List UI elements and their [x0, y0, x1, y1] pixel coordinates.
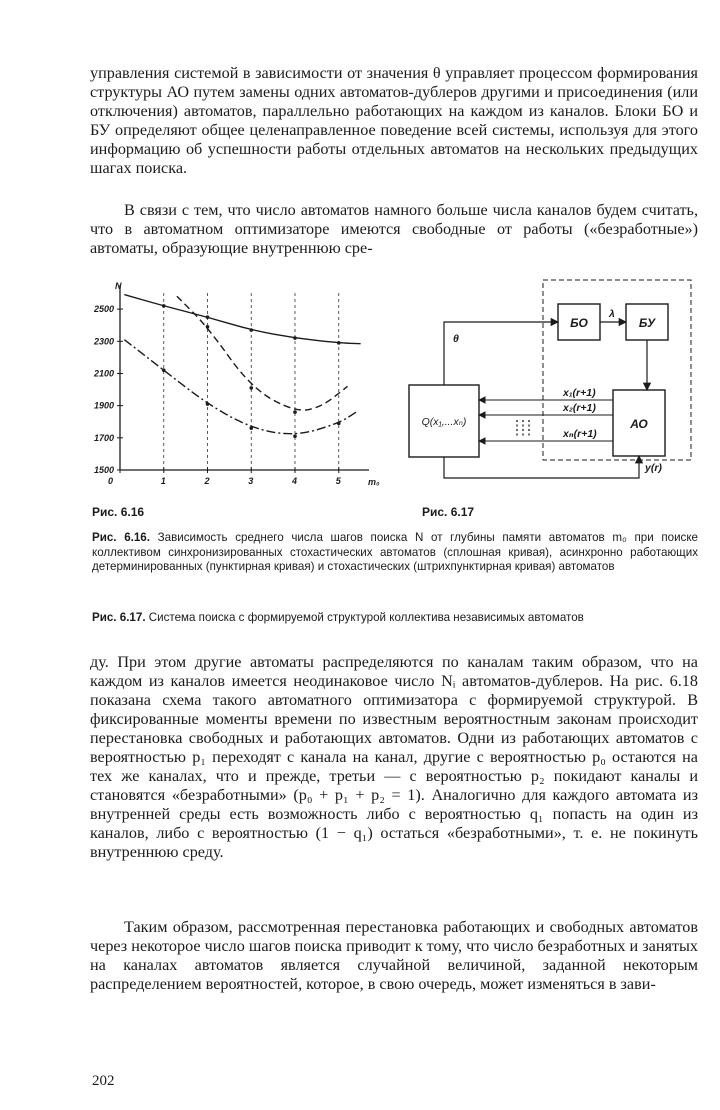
figure-6-16-chart — [80, 275, 380, 500]
figure-6-17-label: Рис. 6.17 — [422, 505, 475, 519]
series-point — [206, 315, 210, 319]
series-point — [249, 426, 253, 430]
paragraph-3: ду. При этом другие автоматы распределяются по каналам таким образом, что на каждом из каналов имеется неодинаковое число Nᵢ автоматов-дублеров. На рис. 6.18 показана схема такого автоматного оптимизатора с формируемой структурой. В фиксированные моменты времени по известным вероятностным законам происходит перестановка свободных и работающих автоматов. Одни из работающих автоматов с вероятностью p₁ переходят с канала на канал, другие с вероятностью p₀ остаются на тех же каналах, что и прежде, третьи — с вероятностью p₂ покидают каналы и становятся «безработными» (p₀ + p₁ + p₂ = 1). Аналогично для каждого автомата из внутренней среды есть возможность либо с вероятностью q₁ попасть на один из каналов, либо с вероятностью (1 − q₁) остаться «безработными», т. е. не покинуть внутреннюю среду. — [90, 653, 698, 861]
block-bo-label: БО — [570, 316, 588, 330]
arrow-q-bo — [444, 322, 558, 385]
signal-x2-label: x₂(r+1) — [563, 402, 596, 414]
figure-6-16-label: Рис. 6.16 — [92, 505, 145, 519]
series-point — [249, 386, 253, 390]
series-point — [162, 368, 166, 372]
caption-6-17-prefix: Рис. 6.17. — [92, 611, 146, 624]
y-tick-label: 1700 — [93, 432, 114, 443]
series-point — [293, 410, 297, 414]
y-tick-label: 2300 — [93, 336, 114, 347]
x-tick-label: 5 — [335, 476, 341, 486]
signal-y-label: y(r) — [645, 462, 662, 474]
signal-xn-label: xₙ(r+1) — [563, 428, 597, 440]
figure-6-17-diagram — [395, 270, 705, 500]
y-tick-label: 2500 — [93, 304, 114, 315]
x-tick-label: 1 — [160, 476, 166, 486]
chart-axes — [117, 285, 369, 473]
chart-series — [124, 295, 360, 438]
figure-6-16-caption — [92, 531, 698, 575]
x-tick-label: 2 — [204, 476, 210, 486]
series-line-solid — [124, 295, 360, 344]
caption-6-16-prefix: Рис. 6.16. — [92, 531, 150, 544]
block-ao-label: АО — [630, 417, 648, 431]
chart-grid — [164, 293, 339, 470]
series-point — [249, 328, 253, 332]
series-line-dash-dot — [124, 340, 356, 434]
y-tick-label: 2100 — [93, 368, 114, 379]
signal-ellipsis — [517, 420, 529, 438]
figure-6-17-caption — [92, 611, 698, 626]
page-number: 202 — [92, 1073, 115, 1089]
x-tick-label: 0 — [108, 476, 114, 486]
arrow-theta-label: θ — [453, 333, 459, 345]
y-tick-label: 1500 — [93, 465, 114, 475]
series-line-dashed — [177, 296, 348, 410]
series-point — [206, 325, 210, 329]
caption-6-16-text: Зависимость среднего числа шагов поиска N от глубины памяти автоматов m₀ при поиске коллективом синхронизированных стохастических автоматов (сплошная кривая), асинхронно работающих детерминированных (пунктирная кривая) и стохастических (штрихпунктирная кривая) автоматов — [92, 531, 698, 573]
arrow-lambda-label: λ — [609, 308, 615, 320]
paragraph-4: Таким образом, рассмотренная перестановка работающих и свободных автоматов через некоторое число шагов поиска приводит к тому, что число безработных и занятых на каналах автоматов является случайной величиной, заданной некоторым распределением вероятностей, которое, в свою очередь, может изменяться в зави- — [90, 918, 698, 993]
caption-6-17-text: Система поиска с формируемой структурой коллектива независимых автоматов — [145, 611, 584, 624]
x-tick-label: 3 — [248, 476, 254, 486]
series-point — [293, 434, 297, 438]
series-point — [337, 422, 341, 426]
signal-x1-label: x₁(r+1) — [563, 387, 596, 399]
block-q-label: Q(x₁,...xₙ) — [421, 416, 467, 428]
arrow-q-ao — [444, 456, 639, 478]
paragraph-1: управления системой в зависимости от значения θ управляет процессом формирования структуры АО путем замены одних автоматов-дублеров другими и присоединения (или отключения) автоматов, параллельно работающих на каждом из каналов. Блоки БО и БУ определяют общее целенаправленное поведение всей системы, используя для этого информацию об успешности работы отдельных автоматов на нескольких предыдущих шагах поиска. — [90, 64, 698, 177]
x-axis-label: m₀ — [368, 477, 380, 487]
block-bu-label: БУ — [638, 316, 656, 330]
series-point — [162, 304, 166, 308]
paragraph-2: В связи с тем, что число автоматов намного больше числа каналов будем считать, что в автоматном оптимизаторе имеются свободные от работы («безработные») автоматы, образующие внутреннюю сре- — [90, 201, 698, 257]
series-point — [206, 402, 210, 406]
chart-tick-labels — [93, 304, 342, 486]
y-tick-label: 1900 — [93, 400, 114, 411]
series-point — [293, 336, 297, 340]
series-point — [337, 341, 341, 345]
y-axis-label: N — [115, 281, 122, 291]
x-tick-label: 4 — [292, 476, 298, 486]
